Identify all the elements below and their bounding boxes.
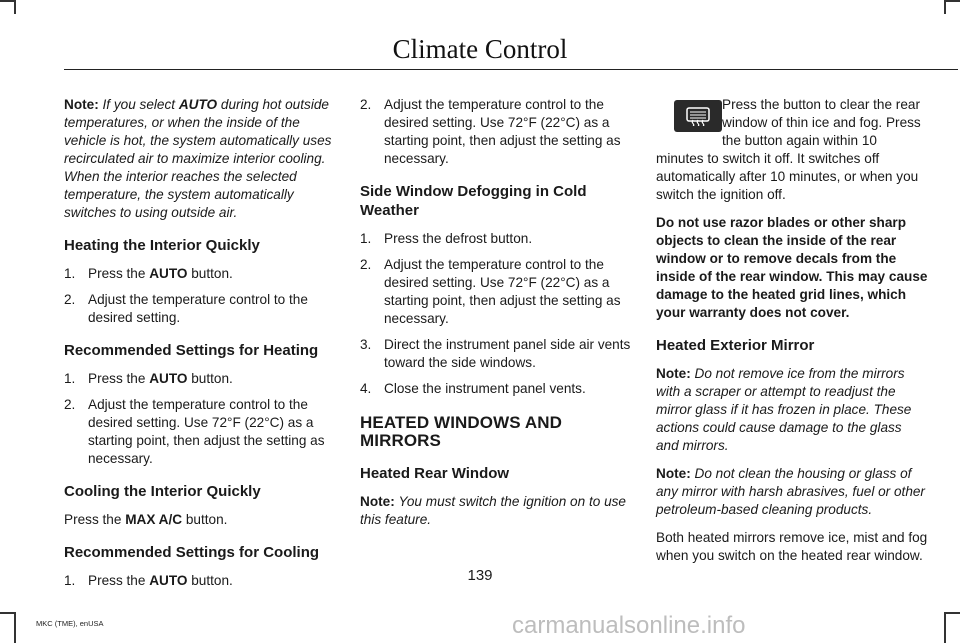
list-recommended-cooling-cont bbox=[360, 96, 632, 168]
heading-heating-quickly: Heating the Interior Quickly bbox=[64, 237, 260, 254]
list-item: 2. Adjust the temperature control to the desired setting. Use 72°F (22°C) as a starting point, then adjust the setting as necessary. bbox=[360, 257, 621, 326]
column-3 bbox=[656, 96, 928, 575]
list-heating-quickly bbox=[64, 265, 338, 327]
mirror-summary: Both heated mirrors remove ice, mist and fog when you switch on the heated rear window. bbox=[656, 530, 928, 563]
note-auto: Note: If you select AUTO during hot outside temperatures, or when the inside of the vehicle is hot, the system automatically uses recirculated air to maximize interior cooling. When the interior reaches the selected temperature, the system automatically switches to using outside air. bbox=[64, 97, 332, 220]
column-1 bbox=[64, 96, 338, 600]
heading-cooling-quickly: Cooling the Interior Quickly bbox=[64, 483, 261, 500]
crop-mark bbox=[944, 0, 960, 2]
heading-heated-rear-window: Heated Rear Window bbox=[360, 465, 510, 482]
list-item: 1. Press the AUTO button. bbox=[64, 266, 233, 281]
rear-defrost-icon bbox=[674, 100, 722, 132]
heading-heated-exterior-mirror: Heated Exterior Mirror bbox=[656, 337, 815, 354]
watermark: carmanualsonline.info bbox=[512, 612, 746, 639]
list-item: 4. Close the instrument panel vents. bbox=[360, 381, 586, 396]
list-item: 2. Adjust the temperature control to the desired setting. Use 72°F (22°C) as a starting point, then adjust the setting as necessary. bbox=[360, 97, 621, 166]
list-item: 1. Press the defrost button. bbox=[360, 231, 533, 246]
section-heading-heated-windows: HEATED WINDOWS AND MIRRORS bbox=[360, 413, 563, 450]
page-number: 139 bbox=[467, 567, 493, 584]
warning-text: Do not use razor blades or other sharp objects to clean the inside of the rear window or to remove decals from the inside of the rear window. This may cause damage to the heated grid lines, which your warranty does not cover. bbox=[656, 215, 928, 320]
crop-mark bbox=[944, 612, 960, 614]
crop-mark bbox=[14, 612, 16, 643]
list-side-window-defogging bbox=[360, 230, 632, 398]
crop-mark bbox=[944, 612, 946, 643]
heading-recommended-cooling: Recommended Settings for Cooling bbox=[64, 544, 320, 561]
list-recommended-heating bbox=[64, 370, 338, 468]
header-rule bbox=[64, 69, 958, 70]
list-item: 1. Press the AUTO button. bbox=[64, 371, 233, 386]
list-item: 2. Adjust the temperature control to the desired setting. Use 72°F (22°C) as a starting point, then adjust the setting as necessary. bbox=[64, 397, 325, 466]
list-item: 2. Adjust the temperature control to the desired setting. bbox=[64, 292, 308, 325]
column-2 bbox=[360, 96, 632, 539]
note-mirror-clean: Note: Do not clean the housing or glass of any mirror with harsh abrasives, fuel or other petroleum-based cleaning products. bbox=[656, 466, 925, 517]
list-item: 3. Direct the instrument panel side air vents toward the side windows. bbox=[360, 337, 631, 370]
note-ignition: Note: You must switch the ignition on to use this feature. bbox=[360, 494, 626, 527]
heading-recommended-heating: Recommended Settings for Heating bbox=[64, 342, 319, 359]
page-title: Climate Control bbox=[392, 34, 568, 64]
crop-mark bbox=[944, 0, 946, 14]
crop-mark bbox=[14, 0, 16, 14]
document-id: MKC (TME), enUSA bbox=[36, 619, 104, 628]
list-item: 1. Press the AUTO button. bbox=[64, 573, 233, 588]
defrost-block bbox=[656, 96, 928, 214]
note-mirror-ice: Note: Do not remove ice from the mirrors with a scraper or attempt to readjust the mirror glass if it has frozen in place. These actions could cause damage to the glass and mirrors. bbox=[656, 366, 912, 453]
heading-side-window-defogging: Side Window Defogging in Cold Weather bbox=[360, 183, 587, 219]
cooling-quickly-text: Press the MAX A/C button. bbox=[64, 512, 228, 527]
defrost-text: Press the button to clear the rear window of thin ice and fog. Press the button again within 10 minutes to switch it off. It switches off automatically after 10 minutes, or when you switch the ignition off. bbox=[656, 97, 921, 202]
